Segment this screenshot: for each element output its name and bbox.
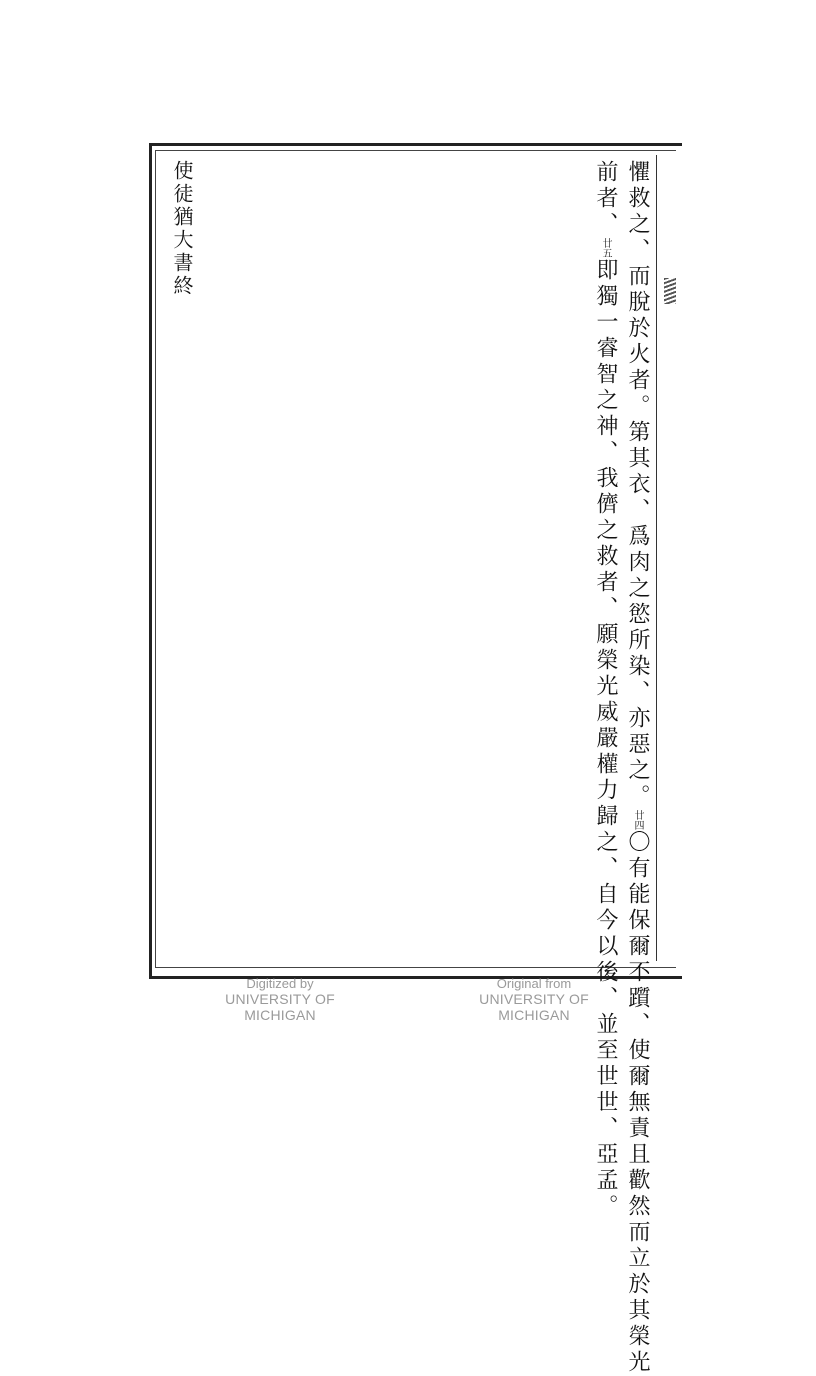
text-column-1-rest: 〇有能保爾不躓、使爾無責且歡然而立於其榮光 [625, 830, 650, 1376]
footer-original-institution: UNIVERSITY OF MICHIGAN [479, 991, 589, 1023]
footer-original-label: Original from [496, 976, 572, 991]
right-column-rule [656, 155, 657, 961]
footer-original [444, 976, 624, 1023]
text-column-1-main: 懼救之、而脫於火者。第其衣、爲肉之慾所染、亦惡之。 [625, 160, 650, 810]
footer-digitized-label: Digitized by [246, 976, 314, 991]
verse-number-25: 廿五 [600, 238, 611, 258]
text-column-2-rest: 即獨一睿智之神、我儕之救者、願榮光威嚴權力歸之、自今以後、並至世世、亞孟。 [593, 258, 618, 1220]
footer-digitized [190, 976, 370, 1023]
text-column-2 [590, 160, 620, 1220]
verse-number-24: 廿四 [632, 810, 643, 830]
running-title: 使徒猶大書終 [170, 160, 194, 298]
text-column-2-main: 前者、 [593, 160, 618, 238]
text-column-1 [622, 160, 652, 1376]
footer-digitized-institution: UNIVERSITY OF MICHIGAN [225, 991, 335, 1023]
binding-mark [664, 278, 676, 304]
